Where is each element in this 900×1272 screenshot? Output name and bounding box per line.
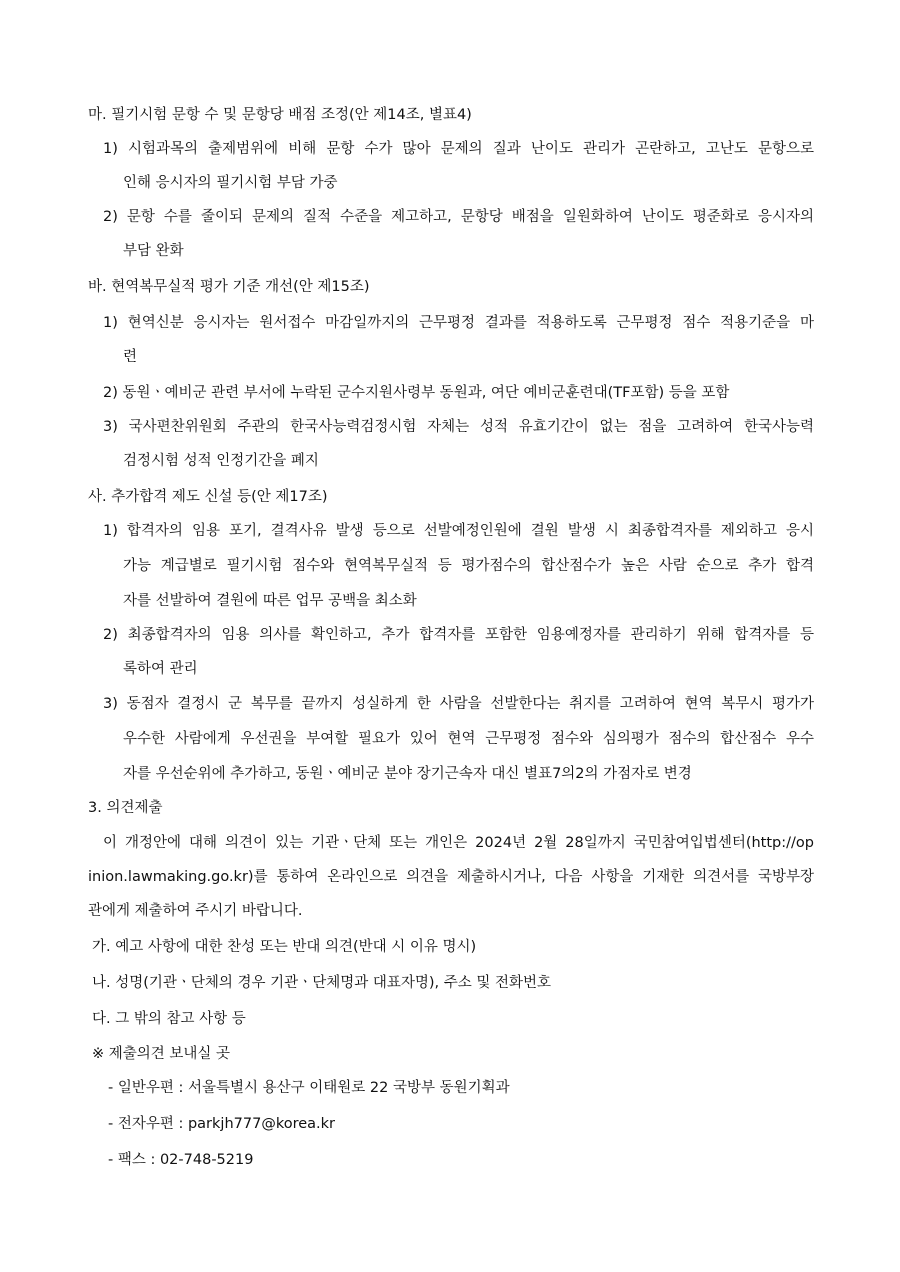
opinion-item: 다. 그 밖의 참고 사항 등 [92,1011,246,1027]
list-item-line: 인해 응시자의 필기시험 부담 가중 [123,175,338,191]
list-item-line: 자를 우선순위에 추가하고, 동원ㆍ예비군 분야 장기근속자 대신 별표7의2의 가점자로 변경 [123,766,692,782]
list-item-line: 검정시험 성적 인정기간을 폐지 [123,453,319,469]
contact-mail: - 일반우편 : 서울특별시 용산구 이태원로 22 국방부 동원기획과 [108,1080,510,1096]
contact-fax: - 팩스 : 02-748-5219 [108,1152,254,1168]
paragraph-line: 관에게 제출하여 주시기 바랍니다. [88,903,303,919]
list-item-line: 록하여 관리 [123,661,198,677]
list-item-line: 1) 합격자의 임용 포기, 결격사유 발생 등으로 선발예정인원에 결원 발생 시 최종합격자를 제외하고 응시 [103,523,814,539]
list-item-line: 부담 완화 [123,243,184,259]
list-item-line: 련 [123,349,138,365]
list-item-line: 우수한 사람에게 우선권을 부여할 필요가 있어 현역 근무평정 점수와 심의평가 점수의 합산점수 우수 [123,731,814,747]
list-item-line: 3) 국사편찬위원회 주관의 한국사능력검정시험 자체는 성적 유효기간이 없는 점을 고려하여 한국사능력 [103,419,814,435]
section-heading-ma: 마. 필기시험 문항 수 및 문항당 배점 조정(안 제14조, 별표4) [88,107,472,123]
list-item-line: 2) 문항 수를 줄이되 문제의 질적 수준을 제고하고, 문항당 배점을 일원화하여 난이도 평준화로 응시자의 [103,209,814,225]
list-item-line: 2) 최종합격자의 임용 의사를 확인하고, 추가 합격자를 포함한 임용예정자를 관리하기 위해 합격자를 등 [103,627,814,643]
paragraph-line: inion.lawmaking.go.kr)를 통하여 온라인으로 의견을 제출하시거나, 다음 사항을 기재한 의견서를 국방부장 [88,869,814,885]
section-heading-ba: 바. 현역복무실적 평가 기준 개선(안 제15조) [88,279,370,295]
list-item-line: 3) 동점자 결정시 군 복무를 끝까지 성실하게 한 사람을 선발한다는 취지를 고려하여 현역 복무시 평가가 [103,696,814,712]
list-item-line: 가능 계급별로 필기시험 점수와 현역복무실적 등 평가점수의 합산점수가 높은 사람 순으로 추가 합격 [123,558,814,574]
list-item-line: 1) 시험과목의 출제범위에 비해 문항 수가 많아 문제의 질과 난이도 관리가 곤란하고, 고난도 문항으로 [103,141,814,157]
list-item-line: 1) 현역신분 응시자는 원서접수 마감일까지의 근무평정 결과를 적용하도록 근무평정 점수 적용기준을 마 [103,315,814,331]
section-heading-sa: 사. 추가합격 제도 신설 등(안 제17조) [88,489,328,505]
list-item-line: 2) 동원ㆍ예비군 관련 부서에 누락된 군수지원사령부 동원과, 여단 예비군훈련대(TF포함) 등을 포함 [103,385,730,401]
paragraph-line: 이 개정안에 대해 의견이 있는 기관ㆍ단체 또는 개인은 2024년 2월 28일까지 국민참여입법센터(http://op [103,835,814,851]
submit-title: ※ 제출의견 보내실 곳 [92,1046,231,1062]
opinion-heading: 3. 의견제출 [88,800,163,816]
contact-email: - 전자우편 : parkjh777@korea.kr [108,1116,335,1132]
opinion-item: 가. 예고 사항에 대한 찬성 또는 반대 의견(반대 시 이유 명시) [92,939,477,955]
opinion-item: 나. 성명(기관ㆍ단체의 경우 기관ㆍ단체명과 대표자명), 주소 및 전화번호 [92,975,551,991]
list-item-line: 자를 선발하여 결원에 따른 업무 공백을 최소화 [123,593,417,609]
